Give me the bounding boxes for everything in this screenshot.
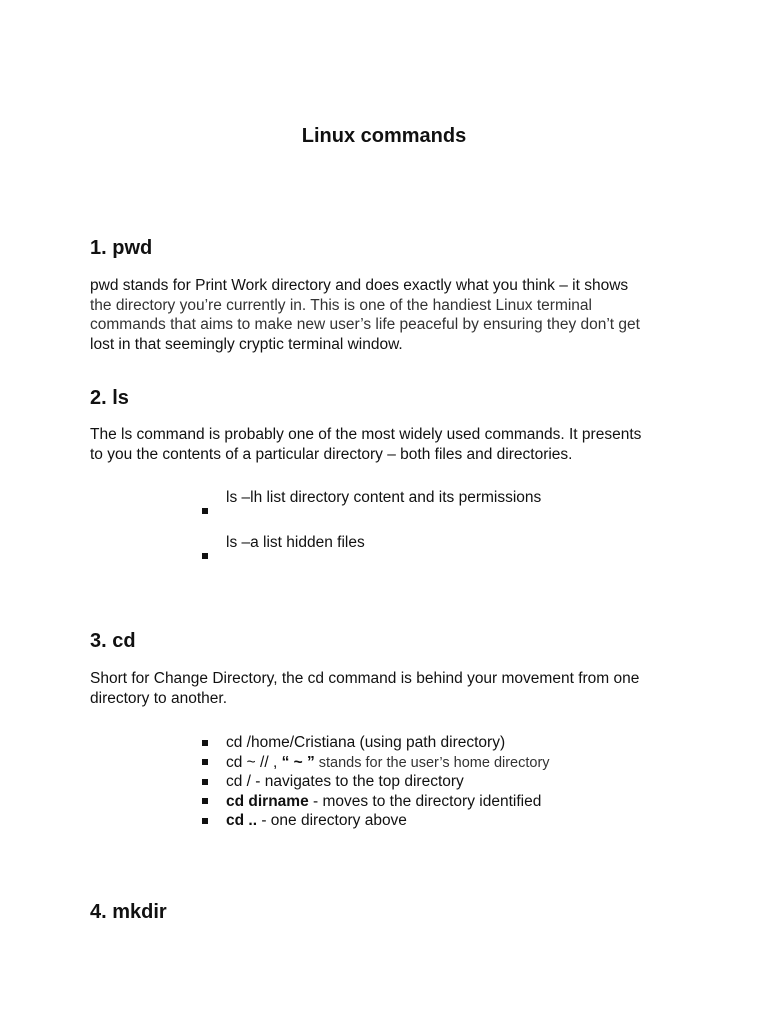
- list-item: [202, 792, 550, 812]
- document-title: Linux commands: [301, 125, 467, 147]
- list-item-text: cd ~ // ,: [226, 753, 282, 771]
- ls-options-list: [202, 488, 541, 578]
- bullet-square-icon: [202, 508, 208, 514]
- list-item: [202, 811, 550, 831]
- list-item-text: - moves to the directory identified: [308, 792, 542, 810]
- list-item-text: cd /home/Cristiana (using path directory): [226, 734, 506, 751]
- list-item: [202, 533, 541, 578]
- list-item-bold: cd dirname: [226, 792, 309, 810]
- paragraph-line: lost in that seemingly cryptic terminal window.: [90, 335, 403, 353]
- bullet-square-icon: [202, 759, 208, 765]
- bullet-square-icon: [202, 740, 208, 746]
- paragraph-line: the directory you’re currently in. This is one of the handiest Linux terminal: [90, 296, 592, 314]
- list-item-text: cd / - navigates to the top directory: [226, 773, 464, 790]
- paragraph-cd: [90, 669, 690, 708]
- paragraph-ls: [90, 425, 690, 464]
- list-item-text: stands for the user’s home directory: [314, 754, 550, 771]
- paragraph-line: pwd stands for Print Work directory and does exactly what you think – it shows: [90, 277, 629, 294]
- paragraph-line: The ls command is probably one of the most widely used commands. It presents: [90, 426, 642, 443]
- list-item: [202, 488, 541, 533]
- bullet-square-icon: [202, 818, 208, 824]
- heading-cd: 3. cd: [90, 630, 136, 652]
- paragraph-line: to you the contents of a particular directory – both files and directories.: [90, 445, 573, 463]
- list-item: [202, 772, 550, 792]
- bullet-square-icon: [202, 798, 208, 804]
- paragraph-line: Short for Change Directory, the cd command is behind your movement from one: [90, 670, 640, 687]
- list-item-text: ls –lh list directory content and its permissions: [226, 489, 542, 506]
- list-item-text: - one directory above: [257, 812, 407, 829]
- list-item-text: ls –a list hidden files: [226, 534, 365, 551]
- paragraph-pwd: [90, 276, 690, 354]
- heading-ls: 2. ls: [90, 387, 129, 409]
- list-item-bold: “ ~ ”: [281, 753, 315, 771]
- paragraph-line: commands that aims to make new user’s life peaceful by ensuring they don’t get: [90, 316, 640, 333]
- bullet-square-icon: [202, 553, 208, 559]
- list-item-bold: cd ..: [226, 812, 258, 829]
- paragraph-line: directory to another.: [90, 689, 227, 707]
- cd-examples-list: [202, 733, 550, 831]
- list-item: [202, 753, 550, 773]
- bullet-square-icon: [202, 779, 208, 785]
- heading-pwd: 1. pwd: [90, 237, 153, 259]
- heading-mkdir: 4. mkdir: [90, 901, 167, 923]
- list-item: [202, 733, 550, 753]
